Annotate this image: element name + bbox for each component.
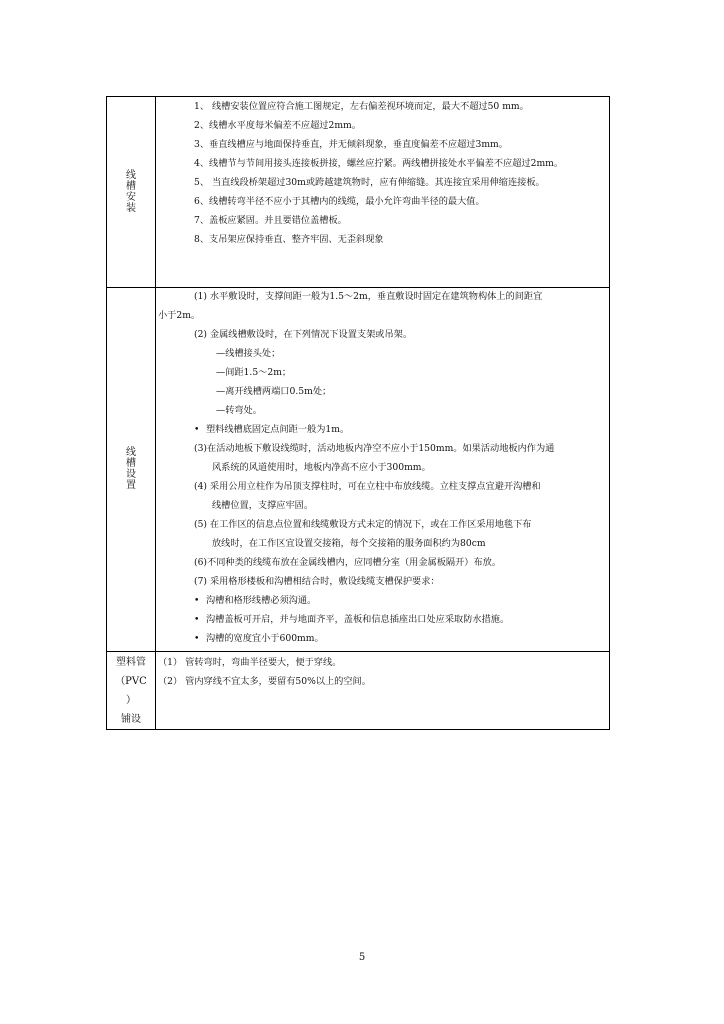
label-char: 线 (126, 170, 136, 181)
label-char: 线 (126, 447, 136, 458)
setup-line: (2) 金属线槽敷设时，在下列情况下设置支架或吊架。 (194, 329, 413, 340)
setup-label (107, 287, 155, 651)
install-line: 4、线槽节与节间用接头连接板拼接，螺丝应拧紧。两线槽拼接处水平偏差不应超过2mm。 (194, 158, 564, 169)
label-char: 装 (126, 203, 136, 214)
spec-table (106, 96, 610, 730)
install-line: 7、盖板应紧固。并且要错位盖槽板。 (194, 215, 347, 226)
install-line: 1、 线槽安装位置应符合施工图规定，左右偏差视环境而定，最大不超过50 mm。 (194, 101, 529, 112)
setup-content (156, 287, 605, 648)
setup-line: 小于2m。 (158, 310, 201, 321)
setup-sub-item: —间距1.5～2m； (216, 367, 292, 378)
setup-line: (6)不同种类的线缆布放在金属线槽内，应同槽分室（用金属板隔开）布放。 (194, 557, 502, 568)
setup-sub-item: —线槽接头处； (216, 348, 281, 359)
setup-bullet: • 沟槽的宽度宜小于600mm。 (156, 629, 605, 648)
label-line: （PVC (115, 676, 147, 687)
label-line: 塑料管 (116, 657, 146, 668)
label-char: 安 (126, 192, 136, 203)
label-line: ） (126, 695, 136, 706)
setup-line: 风系统的风道使用时，地板内净高不应小于300mm。 (212, 462, 431, 473)
setup-line: (3)在活动地板下敷设线缆时，活动地板内净空不应小于150mm。如果活动地板内作为通 (194, 443, 555, 454)
setup-bullet: • 沟槽和格形线槽必须沟通。 (156, 591, 605, 610)
row-divider (107, 651, 609, 652)
label-char: 槽 (126, 181, 136, 192)
install-line: 2、线槽水平度每米偏差不应超过2mm。 (194, 120, 361, 131)
pvc-line: （1） 管转弯时，弯曲半径要大，便于穿线。 (158, 657, 342, 668)
pvc-content (156, 653, 605, 691)
label-char: 槽 (126, 458, 136, 469)
install-line: 8、支吊架应保持垂直、整齐牢固、无歪斜现象 (194, 234, 384, 245)
setup-sub-item: —离开线槽两端口0.5m处； (216, 386, 332, 397)
setup-line: (7) 采用格形楼板和沟槽相结合时，敷设线缆支槽保护要求： (194, 576, 440, 587)
label-char: 置 (126, 480, 136, 491)
page-number: 5 (358, 952, 366, 963)
install-line: 5、 当直线段桥架超过30m或跨越建筑物时，应有伸缩缝。其连接宜采用伸缩连接板。 (194, 177, 545, 188)
pvc-label (107, 653, 155, 729)
install-line: 3、垂直线槽应与地面保持垂直，并无倾斜现象，垂直度偏差不应超过3mm。 (194, 139, 508, 150)
setup-sub-item: —转弯处。 (216, 405, 262, 416)
setup-line: (1) 水平敷设时，支撑间距一般为1.5～2m，垂直敷设时固定在建筑物构体上的间距宜 (194, 291, 543, 302)
pvc-line: （2） 管内穿线不宜太多，要留有50%以上的空间。 (158, 676, 371, 687)
label-char: 设 (126, 469, 136, 480)
setup-line: 放线时，在工作区宜设置交接箱，每个交接箱的服务面积约为80cm (212, 538, 486, 549)
setup-line: 线槽位置，支撑应牢固。 (212, 500, 314, 511)
setup-bullet: • 塑料线槽底固定点间距一般为1m。 (156, 420, 605, 439)
label-line: 铺设 (121, 714, 141, 725)
install-line: 6、线槽转弯半径不应小于其槽内的线缆，最小允许弯曲半径的最大值。 (194, 196, 485, 207)
setup-line: (4) 采用公用立柱作为吊顶支撑柱时，可在立柱中布放线缆。立柱支撑点宜避开沟槽和 (194, 481, 541, 492)
install-content (156, 97, 605, 249)
setup-bullet: • 沟槽盖板可开启，并与地面齐平，盖板和信息插座出口处应采取防水措施。 (156, 610, 605, 629)
setup-line: (5) 在工作区的信息点位置和线缆敷设方式未定的情况下，或在工作区采用地毯下布 (194, 519, 532, 530)
install-label (107, 97, 155, 287)
